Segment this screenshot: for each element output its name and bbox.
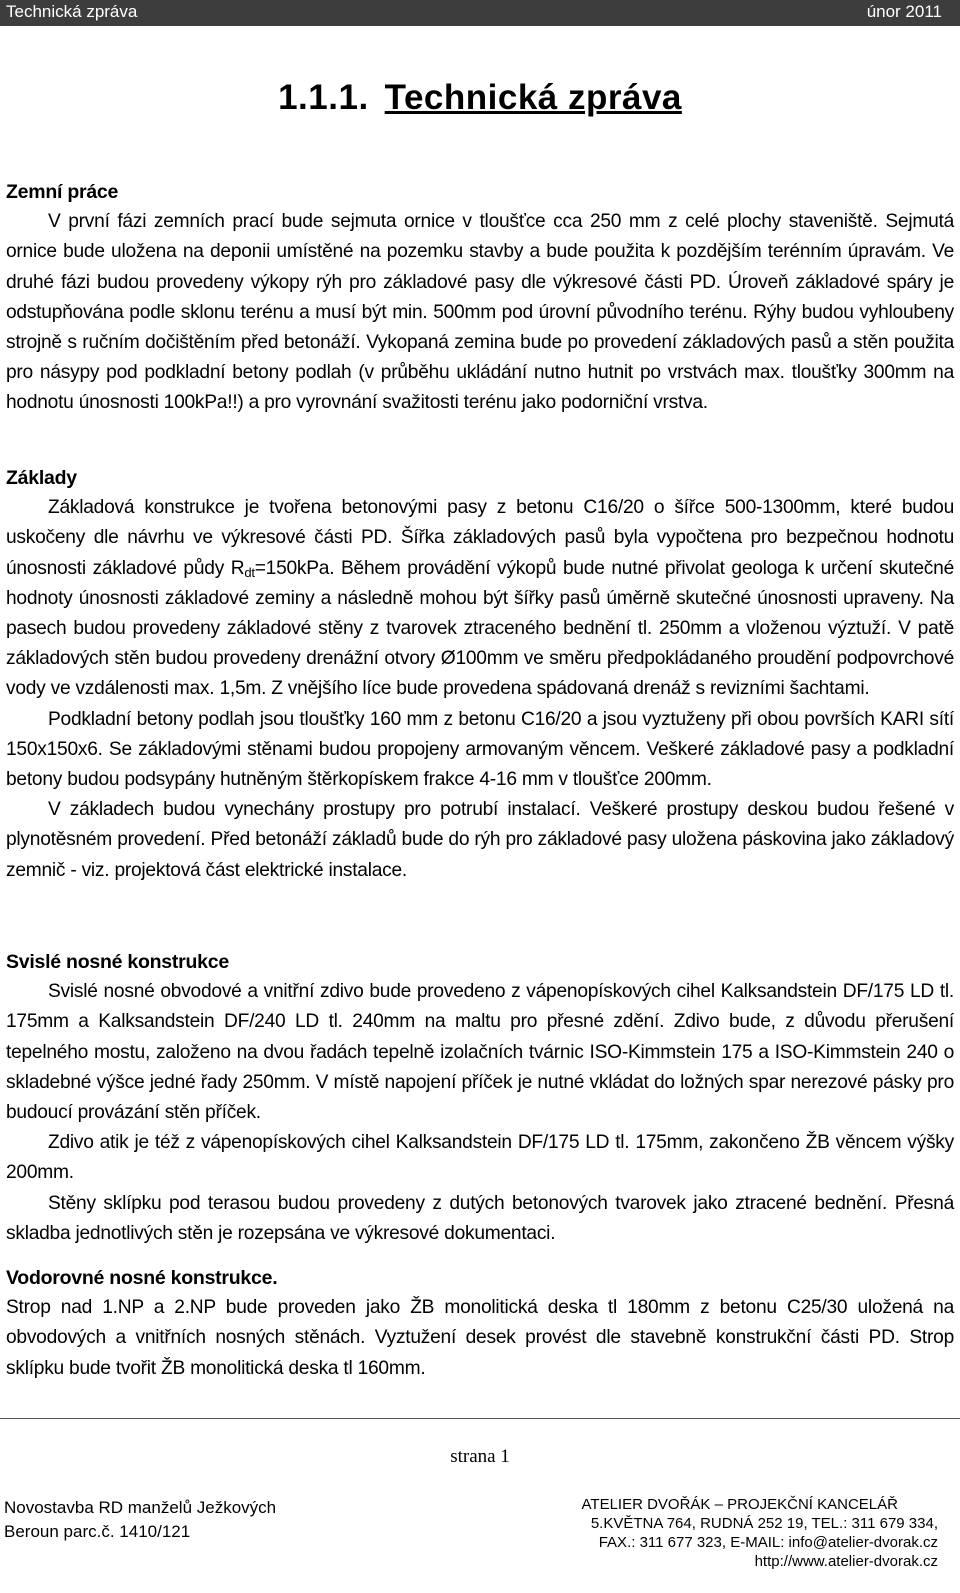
section-zaklady <box>6 463 954 886</box>
document-title <box>0 78 960 118</box>
paragraph: V základech budou vynechány prostupy pro potrubí instalací. Veškeré prostupy deskou budou řešené v plynotěsném provedení. Před betonáží základů bude do rýh pro základové pasy uložena páskovina jako základový zemnič - viz. projektová část elektrické instalace. <box>6 799 954 881</box>
section-heading: Základy <box>6 467 77 489</box>
footer-project <box>4 1496 276 1544</box>
company-address: 5.KVĚTNA 764, RUDNÁ 252 19, TEL.: 311 679 334, <box>590 1515 938 1532</box>
header-title: Technická zpráva <box>6 2 138 21</box>
page-number: strana 1 <box>450 1446 510 1467</box>
section-vodorovne-konstrukce <box>6 1263 954 1384</box>
footer-company <box>582 1495 938 1571</box>
section-heading: Vodorovné nosné konstrukce. <box>6 1267 278 1289</box>
section-heading: Zemní práce <box>6 181 119 203</box>
header-date: únor 2011 <box>866 2 942 21</box>
company-name: ATELIER DVOŘÁK – PROJEKČNÍ KANCELÁŘ <box>581 1496 898 1513</box>
section-svisle-konstrukce <box>6 947 954 1249</box>
footer-divider <box>0 1418 960 1419</box>
project-location: Beroun parc.č. 1410/121 <box>4 1522 191 1541</box>
subscript: dt <box>244 564 255 580</box>
title-text: Technická zpráva <box>384 78 682 117</box>
paragraph: Strop nad 1.NP a 2.NP bude proveden jako ŽB monolitická deska tl 180mm z betonu C25/30 uložená na obvodových a vnitřních nosných stěnách. Vyztužení desek provést dle stavebně konstrukční části PD. Strop sklípku bude tvořit ŽB monolitická deska tl 160mm. <box>6 1297 954 1379</box>
page-header <box>0 0 960 26</box>
paragraph: Stěny sklípku pod terasou budou provedeny z dutých betonových tvarovek jako ztracené bednění. Přesná skladba jednotlivých stěn je rozepsána ve výkresové dokumentaci. <box>6 1192 954 1244</box>
company-website[interactable]: http://www.atelier-dvorak.cz <box>754 1553 938 1570</box>
paragraph: Základová konstrukce je tvořena betonovými pasy z betonu C16/20 o šířce 500-1300mm, které budou uskočeny dle návrhu ve výkresové části PD. Šířka základových pasů byla vypočtena pro bezpečnou hodnotu únosnosti základové půdy $R_{dt}=150kPa$. Během provádění výkopů bude nutné přivolat geologa k určení skutečné hodnoty únosnosti základové zeminy a následně mohou být šířky pasů úměrně skutečné únosnosti upraveny. Na pasech budou provedeny základové stěny z tvarovek ztraceného bednění tl. 250mm a vloženou výztuží. V patě základových stěn budou provedeny drenážní otvory Ø100mm ve směru předpokládaného proudění podpovrchové vody ve vzdálenosti max. 1,5m. Z vnějšího líce bude provedena spádovaná drenáž s revizními šachtami. <box>6 497 954 700</box>
paragraph: Podkladní betony podlah jsou tloušťky 160 mm z betonu C16/20 a jsou vyztuženy při obou površích KARI sítí 150x150x6. Se základovými stěnami budou propojeny armovaným věncem. Veškeré základové pasy a podkladní betony budou podsypány hutněným štěrkopískem frakce 4-16 mm v tloušťce 200mm. <box>6 708 954 791</box>
paragraph: Zdivo atik je též z vápenopískových cihel Kalksandstein DF/175 LD tl. 175mm, zakončeno ŽB věncem výšky 200mm. <box>6 1132 954 1184</box>
paragraph: V první fázi zemních prací bude sejmuta ornice v tloušťce cca 250 mm z celé plochy staveniště. Sejmutá ornice bude uložena na deponii umístěné na pozemku stavby a bude použita k pozdějším terénním úpravám. Ve druhé fázi budou provedeny výkopy rýh pro základové pasy dle výkresové části PD. Úroveň základové spáry je odstupňována podle sklonu terénu a musí být min. 500mm pod úrovní původního terénu. Rýhy budou vyhloubeny strojně s ručním dočištěním před betonáží. Vykopaná zemina bude po provedení základových pasů a stěn použita pro násypy pod podkladní betony podlah (v průběhu ukládání nutno hutnit po vrstvách max. tloušťky 300mm na hodnotu únosnosti 100kPa!!) a pro vyrovnání svažitosti terénu jako podorniční vrstva. <box>6 211 954 414</box>
paragraph: Svislé nosné obvodové a vnitřní zdivo bude provedeno z vápenopískových cihel Kalksandstein DF/175 LD tl. 175mm a Kalksandstein DF/240 LD tl. 240mm na maltu pro přesné zdění. Zdivo bude, z důvodu přerušení tepelného mostu, založeno na dvou řadách tepelně izolačních tvárnic ISO-Kimmstein 175 a ISO-Kimmstein 240 o skladebné výšce jedné řady 250mm. V místě napojení příček je nutné vkládat do ložných spar nerezové pásky pro budoucí provázání stěn příček. <box>6 981 954 1124</box>
title-number: 1.1.1. <box>278 78 369 117</box>
project-name: Novostavba RD manželů Ježkových <box>4 1498 277 1517</box>
section-heading: Svislé nosné konstrukce <box>6 951 229 973</box>
section-zemni-prace <box>6 177 954 419</box>
company-contact: FAX.: 311 677 323, E-MAIL: info@atelier-dvorak.cz <box>598 1534 938 1551</box>
